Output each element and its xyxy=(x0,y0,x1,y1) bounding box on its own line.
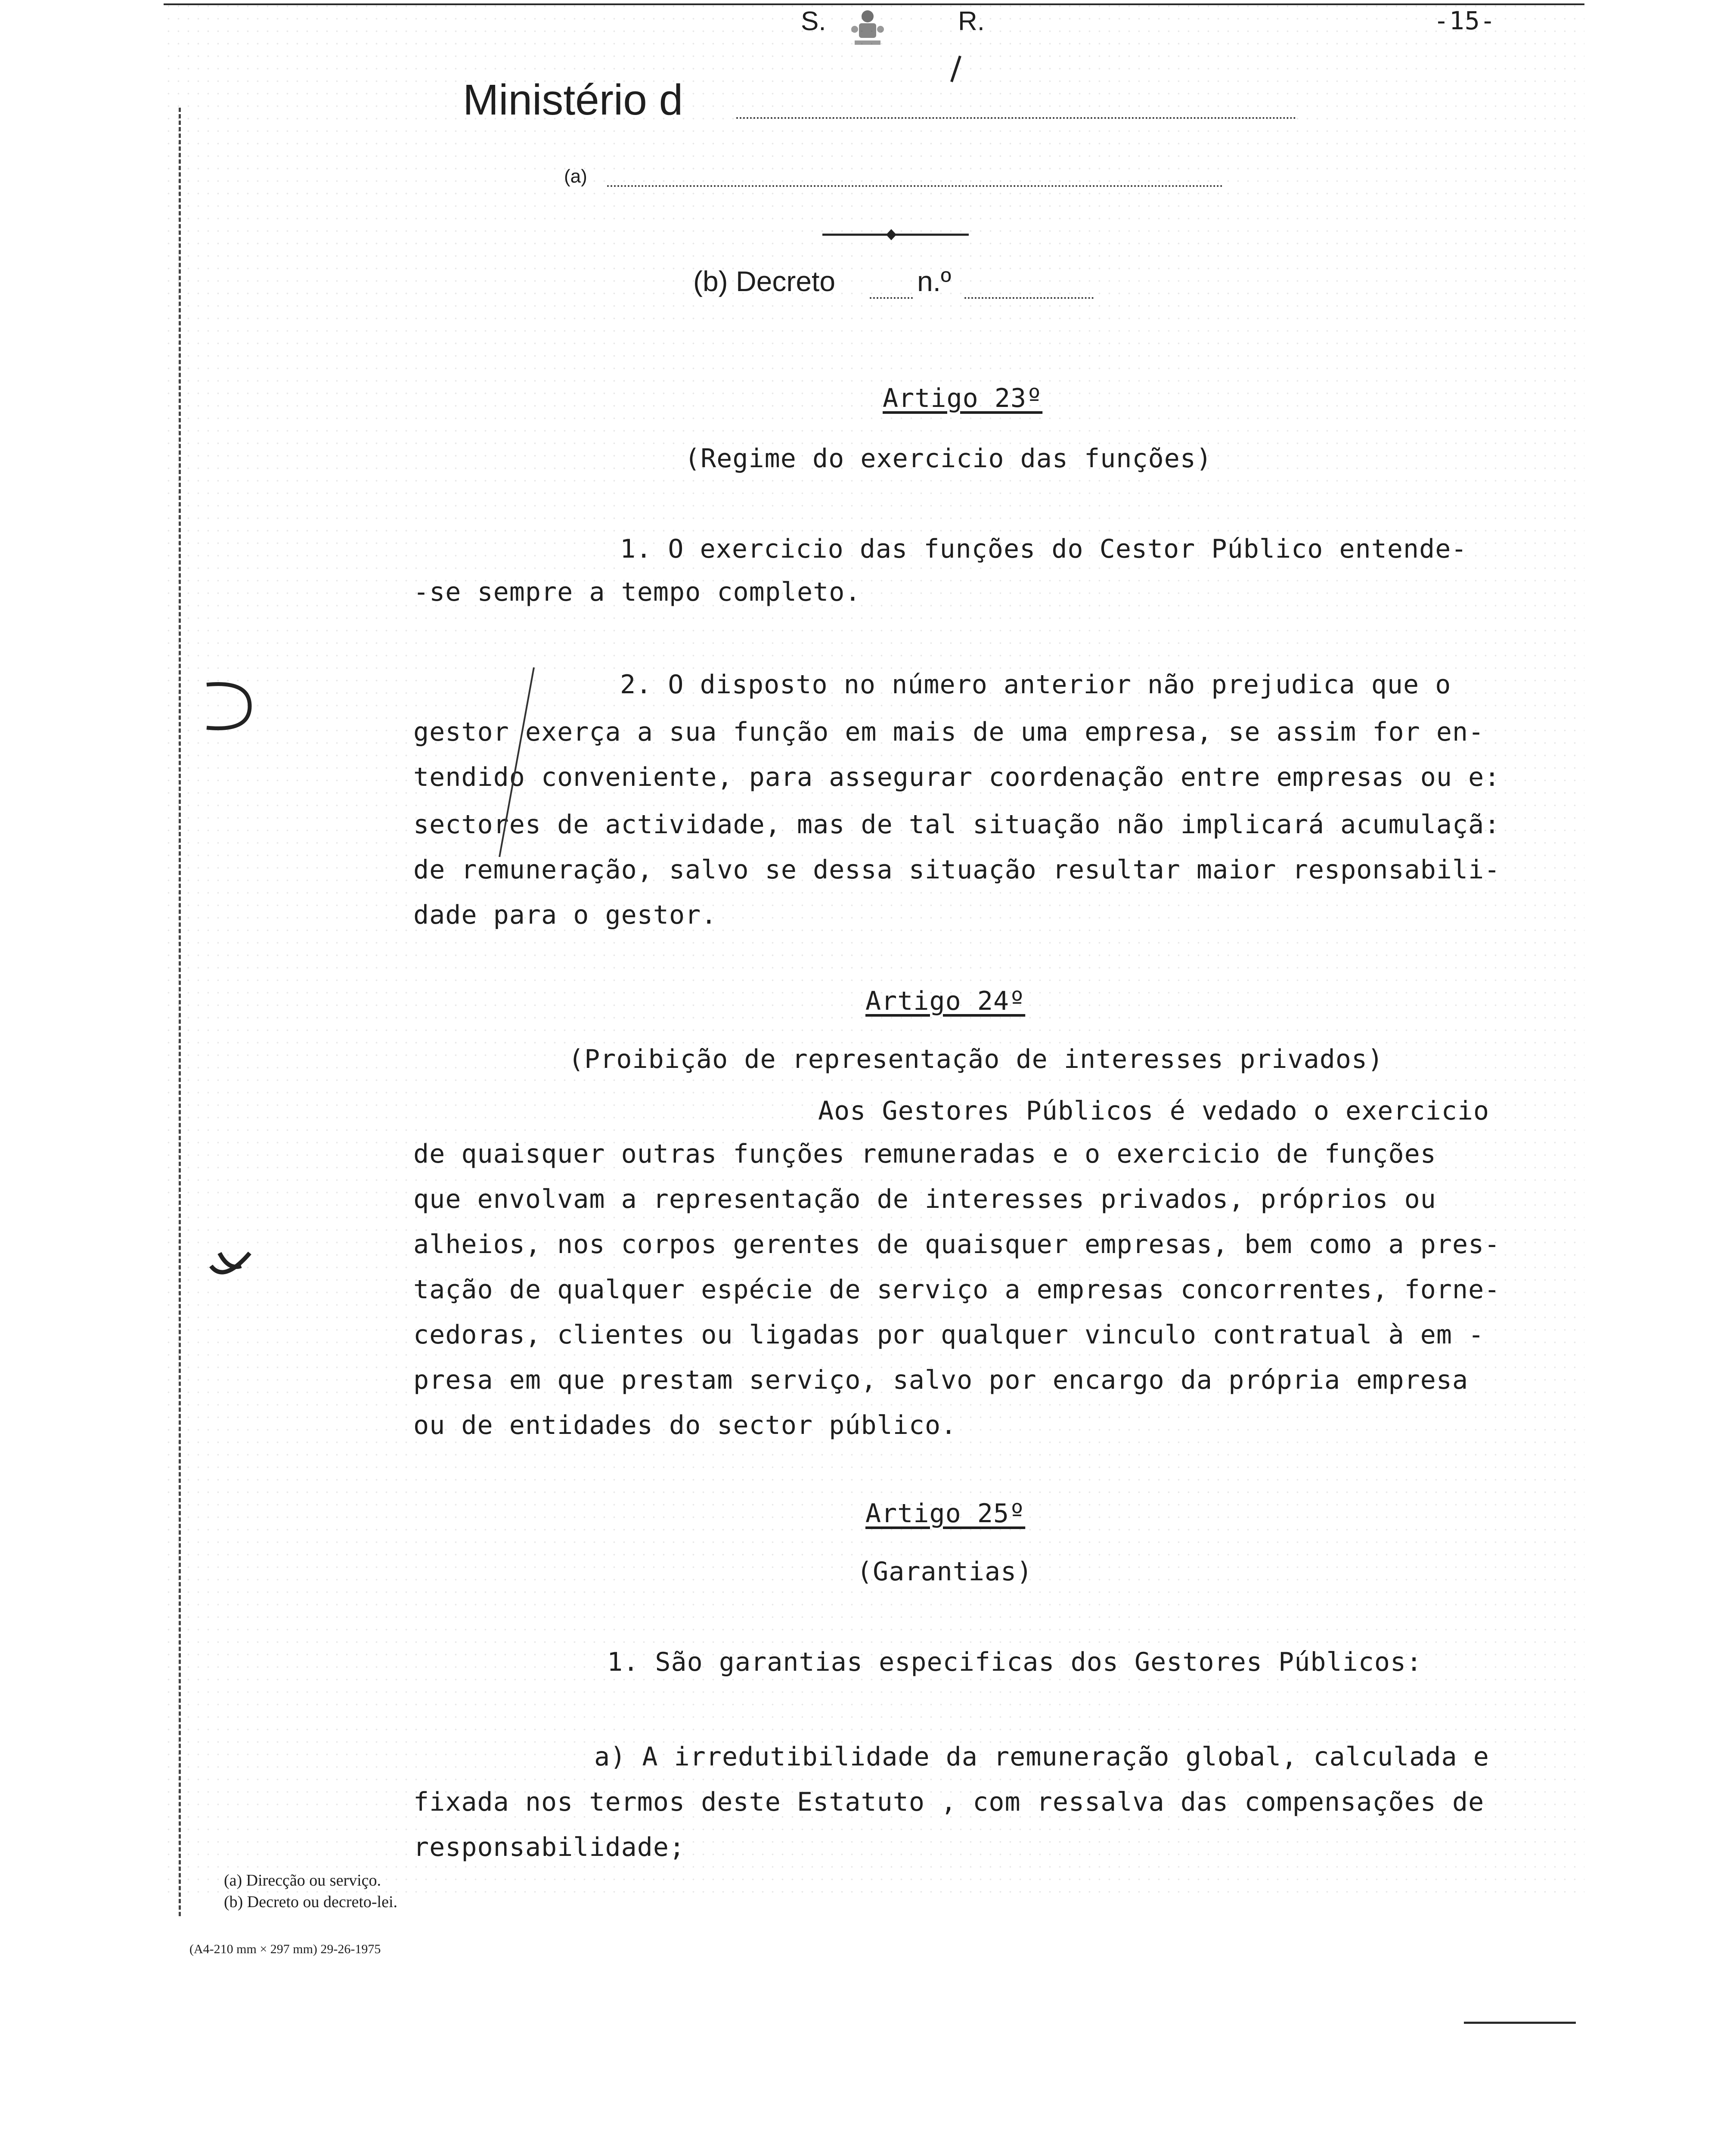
paragraph-line: gestor exerça a sua função em mais de uma empresa, se assim for en- xyxy=(413,717,1485,747)
decree-year-line xyxy=(870,297,913,299)
coat-of-arms-icon xyxy=(842,3,893,51)
paragraph-line: alheios, nos corpos gerentes de quaisquer empresas, bem como a pres- xyxy=(413,1229,1500,1260)
paragraph-line: -se sempre a tempo completo. xyxy=(413,577,861,607)
decree-number-label: n.º xyxy=(917,265,952,297)
seal-left-text: S. xyxy=(801,6,826,36)
bottom-rule xyxy=(1464,2022,1576,2024)
scan-noise xyxy=(164,0,1584,1895)
seal-right-text: R. xyxy=(958,6,985,36)
paragraph-line: sectores de actividade, mas de tal situação não implicará acumulaçã: xyxy=(413,810,1500,840)
margin-stroke xyxy=(491,663,542,861)
separator-ornament xyxy=(818,224,973,245)
paragraph-line: dade para o gestor. xyxy=(413,900,717,930)
paragraph-line: de quaisquer outras funções remuneradas e o exercicio de funções xyxy=(413,1139,1436,1169)
margin-line xyxy=(179,108,181,1916)
article-subtitle: (Proibição de representação de interesses privados) xyxy=(568,1044,1384,1074)
paragraph-line: a) A irredutibilidade da remuneração global, calculada e xyxy=(594,1742,1489,1772)
article-subtitle: (Regime do exercicio das funções) xyxy=(685,444,1212,474)
a-marker: (a) xyxy=(564,166,587,187)
paragraph-line: 1. O exercicio das funções do Cestor Público entende- xyxy=(620,534,1467,564)
form-code: (A4-210 mm × 297 mm) 29-26-1975 xyxy=(189,1942,381,1956)
paragraph-line: 1. São garantias especificas dos Gestores Públicos: xyxy=(607,1647,1423,1677)
article-subtitle: (Garantias) xyxy=(857,1557,1033,1587)
service-fill-line xyxy=(607,185,1223,187)
paragraph-line: de remuneração, salvo se dessa situação resultar maior responsabili- xyxy=(413,855,1500,885)
bracket-mark xyxy=(189,672,276,745)
article-heading: Artigo 24º xyxy=(865,986,1026,1016)
article-heading: Artigo 25º xyxy=(865,1498,1026,1529)
footnote-b: (b) Decreto ou decreto-lei. xyxy=(224,1893,398,1911)
paragraph-line: tação de qualquer espécie de serviço a empresas concorrentes, forne- xyxy=(413,1275,1500,1305)
paragraph-line: fixada nos termos deste Estatuto , com ressalva das compensações de xyxy=(413,1787,1485,1817)
footnote-a: (a) Direcção ou serviço. xyxy=(224,1871,381,1889)
paragraph-line: 2. O disposto no número anterior não prejudica que o xyxy=(620,670,1451,700)
ministry-label: Ministério d xyxy=(463,76,683,124)
paragraph-line: cedoras, clientes ou ligadas por qualquer vinculo contratual à em - xyxy=(413,1320,1485,1350)
article-heading: Artigo 23º xyxy=(883,383,1043,413)
paragraph-line: que envolvam a representação de interesses privados, próprios ou xyxy=(413,1184,1436,1214)
page-number: -15- xyxy=(1434,6,1496,35)
paragraph-line: ou de entidades do sector público. xyxy=(413,1410,957,1440)
margin-check-mark xyxy=(202,1240,263,1292)
ministry-fill-line xyxy=(736,117,1296,119)
paragraph-line: Aos Gestores Públicos é vedado o exercicio xyxy=(818,1096,1490,1126)
paragraph-line: tendido conveniente, para assegurar coordenação entre empresas ou e: xyxy=(413,762,1500,792)
paragraph-line: responsabilidade; xyxy=(413,1832,685,1862)
decree-number-line xyxy=(964,297,1094,299)
slash-mark xyxy=(947,52,964,86)
paragraph-line: presa em que prestam serviço, salvo por encargo da própria empresa xyxy=(413,1365,1469,1395)
decree-label: (b) Decreto xyxy=(693,265,836,297)
